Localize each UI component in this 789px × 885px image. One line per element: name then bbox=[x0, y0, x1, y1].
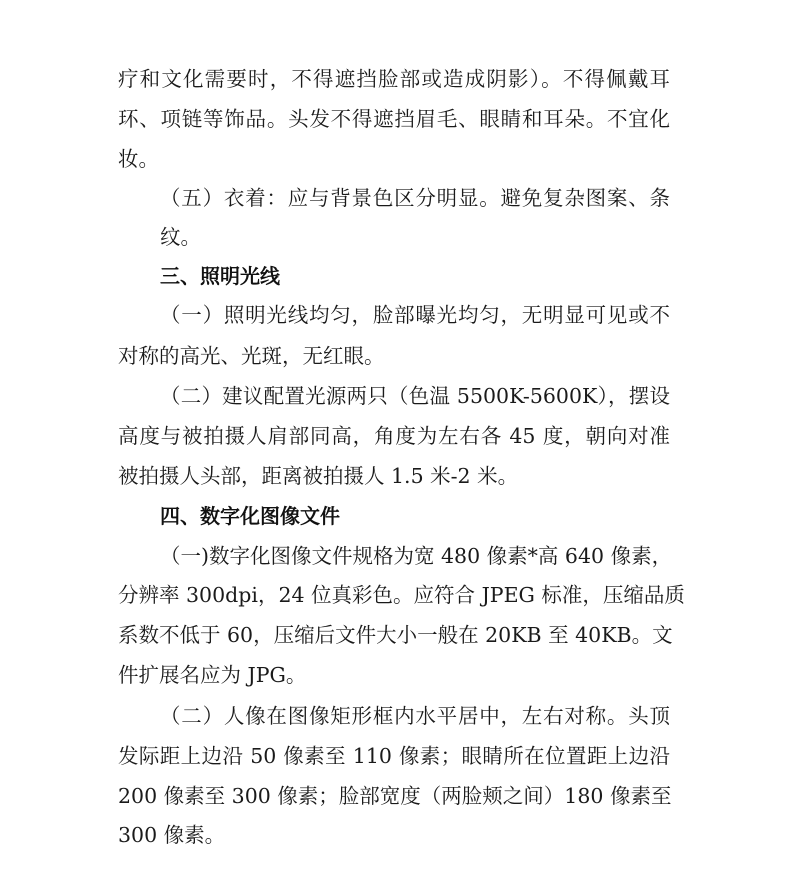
paragraph-line: （五）衣着：应与背景色区分明显。避免复杂图案、条 bbox=[160, 186, 670, 210]
paragraph-line: 对称的高光、光斑，无红眼。 bbox=[118, 344, 385, 368]
paragraph-line: 发际距上边沿 50 像素至 110 像素；眼睛所在位置距上边沿 bbox=[118, 744, 670, 768]
section-heading: 四、数字化图像文件 bbox=[160, 504, 340, 528]
paragraph-line: （一）照明光线均匀，脸部曝光均匀，无明显可见或不 bbox=[160, 303, 670, 327]
paragraph-line: 高度与被拍摄人肩部同高，角度为左右各 45 度，朝向对准 bbox=[118, 424, 670, 448]
paragraph-line: 系数不低于 60，压缩后文件大小一般在 20KB 至 40KB。文 bbox=[118, 623, 673, 647]
paragraph-line: 分辨率 300dpi，24 位真彩色。应符合 JPEG 标准，压缩品质 bbox=[118, 583, 685, 607]
paragraph-line: 200 像素至 300 像素；脸部宽度（两脸颊之间）180 像素至 bbox=[118, 784, 672, 808]
paragraph-line: （一)数字化图像文件规格为宽 480 像素*高 640 像素， bbox=[160, 544, 673, 568]
paragraph-line: 300 像素。 bbox=[118, 823, 226, 847]
paragraph-line: 被拍摄人头部，距离被拍摄人 1.5 米-2 米。 bbox=[118, 464, 519, 488]
paragraph-line: 件扩展名应为 JPG。 bbox=[118, 663, 307, 687]
paragraph-line: （二）人像在图像矩形框内水平居中，左右对称。头顶 bbox=[160, 704, 670, 728]
paragraph-line: 纹。 bbox=[160, 225, 201, 249]
paragraph-line: （二）建议配置光源两只（色温 5500K-5600K），摆设 bbox=[160, 384, 670, 408]
section-heading: 三、照明光线 bbox=[160, 264, 280, 288]
paragraph-line: 妆。 bbox=[118, 147, 159, 171]
paragraph-line: 环、项链等饰品。头发不得遮挡眉毛、眼睛和耳朵。不宜化 bbox=[118, 107, 670, 131]
paragraph-line: 疗和文化需要时，不得遮挡脸部或造成阴影）。不得佩戴耳 bbox=[118, 67, 670, 91]
